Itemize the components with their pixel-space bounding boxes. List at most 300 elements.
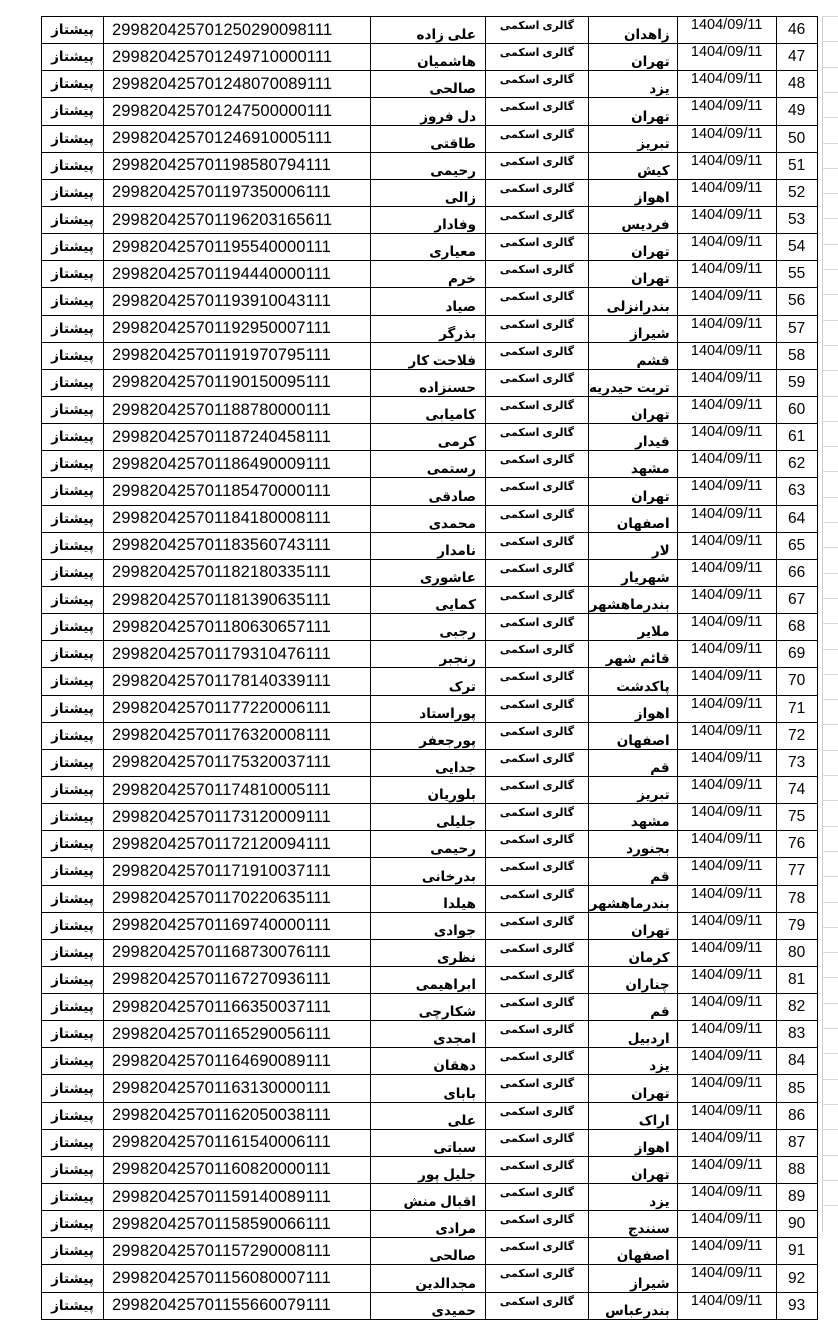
destination-city-cell: اردبیل — [589, 1021, 678, 1048]
row-number-cell: 88 — [776, 1156, 817, 1183]
next-sheet-edge — [822, 16, 838, 1232]
service-code-cell: پیشتاز — [42, 451, 104, 478]
tracking-number-cell: 299820425701160820000111 — [104, 1156, 371, 1183]
row-number-cell: 54 — [776, 234, 817, 261]
table-row — [42, 994, 818, 1021]
date-cell: 1404/09/11 — [677, 1238, 776, 1265]
recipient-name-cell: صیاد — [371, 288, 486, 315]
next-sheet-gridline — [822, 902, 838, 903]
date-cell: 1404/09/11 — [677, 885, 776, 912]
date-cell: 1404/09/11 — [677, 1048, 776, 1075]
destination-city-cell: تهران — [589, 478, 678, 505]
date-cell: 1404/09/11 — [677, 776, 776, 803]
sender-cell: گالری اسکمی — [486, 261, 589, 288]
tracking-number-cell: 299820425701176320008111 — [104, 722, 371, 749]
service-code-cell: پیشتاز — [42, 1238, 104, 1265]
destination-city-cell: زاهدان — [589, 17, 678, 44]
table-row — [42, 858, 818, 885]
date-cell: 1404/09/11 — [677, 1102, 776, 1129]
table-row — [42, 1075, 818, 1102]
recipient-name-cell: نظری — [371, 939, 486, 966]
next-sheet-gridline — [822, 1129, 838, 1130]
destination-city-cell: یزد — [589, 71, 678, 98]
service-code-cell: پیشتاز — [42, 179, 104, 206]
next-sheet-gridline — [822, 320, 838, 321]
next-sheet-gridline — [822, 775, 838, 776]
recipient-name-cell: اقبال منش — [371, 1184, 486, 1211]
recipient-name-cell: زالی — [371, 179, 486, 206]
next-sheet-gridline — [822, 92, 838, 93]
next-sheet-gridline — [822, 674, 838, 675]
sender-cell: گالری اسکمی — [486, 1102, 589, 1129]
service-code-cell: پیشتاز — [42, 1156, 104, 1183]
date-cell: 1404/09/11 — [677, 369, 776, 396]
destination-city-cell: تبریز — [589, 776, 678, 803]
destination-city-cell: ملایر — [589, 614, 678, 641]
date-cell: 1404/09/11 — [677, 505, 776, 532]
row-number-cell: 46 — [776, 17, 817, 44]
destination-city-cell: تهران — [589, 396, 678, 423]
date-cell: 1404/09/11 — [677, 234, 776, 261]
tracking-number-cell: 299820425701171910037111 — [104, 858, 371, 885]
service-code-cell: پیشتاز — [42, 532, 104, 559]
next-sheet-gridline — [822, 573, 838, 574]
table-row — [42, 206, 818, 233]
sender-cell: گالری اسکمی — [486, 71, 589, 98]
destination-city-cell: بجنورد — [589, 831, 678, 858]
row-number-cell: 64 — [776, 505, 817, 532]
table-row — [42, 586, 818, 613]
sender-cell: گالری اسکمی — [486, 125, 589, 152]
table-row — [42, 939, 818, 966]
table-row — [42, 831, 818, 858]
recipient-name-cell: دهقان — [371, 1048, 486, 1075]
table-row — [42, 44, 818, 71]
service-code-cell: پیشتاز — [42, 342, 104, 369]
recipient-name-cell: جوادی — [371, 912, 486, 939]
date-cell: 1404/09/11 — [677, 1021, 776, 1048]
row-number-cell: 58 — [776, 342, 817, 369]
date-cell: 1404/09/11 — [677, 1075, 776, 1102]
sender-cell: گالری اسکمی — [486, 668, 589, 695]
row-number-cell: 73 — [776, 749, 817, 776]
service-code-cell: پیشتاز — [42, 1129, 104, 1156]
recipient-name-cell: بذرگر — [371, 315, 486, 342]
date-cell: 1404/09/11 — [677, 451, 776, 478]
recipient-name-cell: مجدالدین — [371, 1265, 486, 1292]
tracking-number-cell: 299820425701172120094111 — [104, 831, 371, 858]
tracking-number-cell: 299820425701198580794111 — [104, 152, 371, 179]
recipient-name-cell: علی — [371, 1102, 486, 1129]
service-code-cell: پیشتاز — [42, 396, 104, 423]
service-code-cell: پیشتاز — [42, 1265, 104, 1292]
sender-cell: گالری اسکمی — [486, 966, 589, 993]
table-row — [42, 1265, 818, 1292]
shipment-sheet — [41, 16, 818, 1320]
destination-city-cell: یزد — [589, 1184, 678, 1211]
table-row — [42, 451, 818, 478]
table-row — [42, 261, 818, 288]
destination-city-cell: تهران — [589, 98, 678, 125]
date-cell: 1404/09/11 — [677, 831, 776, 858]
tracking-number-cell: 299820425701187240458111 — [104, 424, 371, 451]
service-code-cell: پیشتاز — [42, 831, 104, 858]
destination-city-cell: تربت حیدریه — [589, 369, 678, 396]
table-row — [42, 369, 818, 396]
table-row — [42, 966, 818, 993]
recipient-name-cell: شکارچی — [371, 994, 486, 1021]
destination-city-cell: مشهد — [589, 804, 678, 831]
destination-city-cell: قیدار — [589, 424, 678, 451]
date-cell: 1404/09/11 — [677, 478, 776, 505]
table-row — [42, 1129, 818, 1156]
service-code-cell: پیشتاز — [42, 912, 104, 939]
row-number-cell: 57 — [776, 315, 817, 342]
tracking-number-cell: 299820425701181390635111 — [104, 586, 371, 613]
destination-city-cell: تهران — [589, 912, 678, 939]
destination-city-cell: تبریز — [589, 125, 678, 152]
tracking-number-cell: 299820425701183560743111 — [104, 532, 371, 559]
table-row — [42, 722, 818, 749]
sender-cell: گالری اسکمی — [486, 179, 589, 206]
row-number-cell: 63 — [776, 478, 817, 505]
row-number-cell: 47 — [776, 44, 817, 71]
sender-cell: گالری اسکمی — [486, 586, 589, 613]
row-number-cell: 72 — [776, 722, 817, 749]
next-sheet-gridline — [822, 244, 838, 245]
tracking-number-cell: 299820425701155660079111 — [104, 1292, 371, 1319]
date-cell: 1404/09/11 — [677, 994, 776, 1021]
tracking-number-cell: 299820425701246910005111 — [104, 125, 371, 152]
sender-cell: گالری اسکمی — [486, 342, 589, 369]
tracking-number-cell: 299820425701166350037111 — [104, 994, 371, 1021]
sender-cell: گالری اسکمی — [486, 424, 589, 451]
next-sheet-gridline — [822, 876, 838, 877]
recipient-name-cell: هاشمیان — [371, 44, 486, 71]
service-code-cell: پیشتاز — [42, 505, 104, 532]
next-sheet-gridline — [822, 724, 838, 725]
sender-cell: گالری اسکمی — [486, 1211, 589, 1238]
service-code-cell: پیشتاز — [42, 559, 104, 586]
next-sheet-gridline — [822, 1180, 838, 1181]
service-code-cell: پیشتاز — [42, 668, 104, 695]
sender-cell: گالری اسکمی — [486, 44, 589, 71]
service-code-cell: پیشتاز — [42, 369, 104, 396]
row-number-cell: 52 — [776, 179, 817, 206]
recipient-name-cell: صادقی — [371, 478, 486, 505]
date-cell: 1404/09/11 — [677, 722, 776, 749]
date-cell: 1404/09/11 — [677, 1265, 776, 1292]
service-code-cell: پیشتاز — [42, 939, 104, 966]
next-sheet-gridline — [822, 1003, 838, 1004]
table-row — [42, 1156, 818, 1183]
row-number-cell: 76 — [776, 831, 817, 858]
tracking-number-cell: 299820425701182180335111 — [104, 559, 371, 586]
recipient-name-cell: حسنزاده — [371, 369, 486, 396]
table-row — [42, 152, 818, 179]
next-sheet-gridline — [822, 396, 838, 397]
tracking-number-cell: 299820425701162050038111 — [104, 1102, 371, 1129]
destination-city-cell: بندرانزلی — [589, 288, 678, 315]
row-number-cell: 50 — [776, 125, 817, 152]
destination-city-cell: تهران — [589, 44, 678, 71]
sender-cell: گالری اسکمی — [486, 776, 589, 803]
service-code-cell: پیشتاز — [42, 1184, 104, 1211]
table-row — [42, 912, 818, 939]
service-code-cell: پیشتاز — [42, 994, 104, 1021]
destination-city-cell: اهواز — [589, 1129, 678, 1156]
sender-cell: گالری اسکمی — [486, 478, 589, 505]
table-row — [42, 1048, 818, 1075]
row-number-cell: 66 — [776, 559, 817, 586]
sender-cell: گالری اسکمی — [486, 369, 589, 396]
row-number-cell: 85 — [776, 1075, 817, 1102]
next-sheet-gridline — [822, 623, 838, 624]
row-number-cell: 70 — [776, 668, 817, 695]
date-cell: 1404/09/11 — [677, 749, 776, 776]
row-number-cell: 48 — [776, 71, 817, 98]
destination-city-cell: یزد — [589, 1048, 678, 1075]
table-row — [42, 641, 818, 668]
service-code-cell: پیشتاز — [42, 98, 104, 125]
destination-city-cell: چناران — [589, 966, 678, 993]
row-number-cell: 61 — [776, 424, 817, 451]
destination-city-cell: تهران — [589, 261, 678, 288]
row-number-cell: 53 — [776, 206, 817, 233]
tracking-number-cell: 299820425701179310476111 — [104, 641, 371, 668]
recipient-name-cell: بلوریان — [371, 776, 486, 803]
sender-cell: گالری اسکمی — [486, 17, 589, 44]
recipient-name-cell: بابای — [371, 1075, 486, 1102]
next-sheet-gridline — [822, 927, 838, 928]
recipient-name-cell: جلیل پور — [371, 1156, 486, 1183]
sender-cell: گالری اسکمی — [486, 234, 589, 261]
table-row — [42, 1021, 818, 1048]
tracking-number-cell: 299820425701185470000111 — [104, 478, 371, 505]
recipient-name-cell: وفادار — [371, 206, 486, 233]
service-code-cell: پیشتاز — [42, 858, 104, 885]
tracking-number-cell: 299820425701170220635111 — [104, 885, 371, 912]
sender-cell: گالری اسکمی — [486, 1156, 589, 1183]
sender-cell: گالری اسکمی — [486, 858, 589, 885]
sender-cell: گالری اسکمی — [486, 206, 589, 233]
next-sheet-gridline — [822, 977, 838, 978]
row-number-cell: 93 — [776, 1292, 817, 1319]
next-sheet-gridline — [822, 117, 838, 118]
table-row — [42, 532, 818, 559]
date-cell: 1404/09/11 — [677, 206, 776, 233]
table-row — [42, 614, 818, 641]
tracking-number-cell: 299820425701197350006111 — [104, 179, 371, 206]
table-body — [42, 17, 818, 1320]
date-cell: 1404/09/11 — [677, 804, 776, 831]
recipient-name-cell: جدایی — [371, 749, 486, 776]
service-code-cell: پیشتاز — [42, 234, 104, 261]
date-cell: 1404/09/11 — [677, 71, 776, 98]
date-cell: 1404/09/11 — [677, 641, 776, 668]
tracking-number-cell: 299820425701156080007111 — [104, 1265, 371, 1292]
date-cell: 1404/09/11 — [677, 424, 776, 451]
sender-cell: گالری اسکمی — [486, 885, 589, 912]
sender-cell: گالری اسکمی — [486, 315, 589, 342]
date-cell: 1404/09/11 — [677, 17, 776, 44]
next-sheet-gridline — [822, 168, 838, 169]
sender-cell: گالری اسکمی — [486, 1265, 589, 1292]
tracking-number-cell: 299820425701188780000111 — [104, 396, 371, 423]
next-sheet-gridline — [822, 218, 838, 219]
table-row — [42, 424, 818, 451]
recipient-name-cell: رحیمی — [371, 831, 486, 858]
recipient-name-cell: کامیابی — [371, 396, 486, 423]
tracking-number-cell: 299820425701178140339111 — [104, 668, 371, 695]
row-number-cell: 89 — [776, 1184, 817, 1211]
recipient-name-cell: رحیمی — [371, 152, 486, 179]
next-sheet-gridline — [822, 294, 838, 295]
recipient-name-cell: عاشوری — [371, 559, 486, 586]
sender-cell: گالری اسکمی — [486, 98, 589, 125]
recipient-name-cell: امجدی — [371, 1021, 486, 1048]
sender-cell: گالری اسکمی — [486, 1238, 589, 1265]
tracking-number-cell: 299820425701196203165611 — [104, 206, 371, 233]
service-code-cell: پیشتاز — [42, 614, 104, 641]
service-code-cell: پیشتاز — [42, 966, 104, 993]
tracking-number-cell: 299820425701192950007111 — [104, 315, 371, 342]
date-cell: 1404/09/11 — [677, 858, 776, 885]
row-number-cell: 51 — [776, 152, 817, 179]
sender-cell: گالری اسکمی — [486, 614, 589, 641]
destination-city-cell: قم — [589, 994, 678, 1021]
table-row — [42, 179, 818, 206]
row-number-cell: 62 — [776, 451, 817, 478]
table-row — [42, 885, 818, 912]
service-code-cell: پیشتاز — [42, 749, 104, 776]
row-number-cell: 91 — [776, 1238, 817, 1265]
row-number-cell: 65 — [776, 532, 817, 559]
row-number-cell: 71 — [776, 695, 817, 722]
table-row — [42, 695, 818, 722]
next-sheet-gridline — [822, 952, 838, 953]
recipient-name-cell: ترک — [371, 668, 486, 695]
date-cell: 1404/09/11 — [677, 98, 776, 125]
table-row — [42, 804, 818, 831]
service-code-cell: پیشتاز — [42, 1075, 104, 1102]
sender-cell: گالری اسکمی — [486, 722, 589, 749]
next-sheet-gridline — [822, 851, 838, 852]
next-sheet-gridline — [822, 1028, 838, 1029]
table-row — [42, 315, 818, 342]
destination-city-cell: پاکدشت — [589, 668, 678, 695]
table-row — [42, 125, 818, 152]
row-number-cell: 56 — [776, 288, 817, 315]
next-sheet-gridline — [822, 497, 838, 498]
row-number-cell: 83 — [776, 1021, 817, 1048]
date-cell: 1404/09/11 — [677, 559, 776, 586]
recipient-name-cell: حمیدی — [371, 1292, 486, 1319]
sender-cell: گالری اسکمی — [486, 505, 589, 532]
next-sheet-gridline — [822, 269, 838, 270]
sender-cell: گالری اسکمی — [486, 641, 589, 668]
table-row — [42, 776, 818, 803]
recipient-name-cell: هیلدا — [371, 885, 486, 912]
next-sheet-gridline — [822, 699, 838, 700]
tracking-number-cell: 299820425701184180008111 — [104, 505, 371, 532]
tracking-number-cell: 299820425701175320037111 — [104, 749, 371, 776]
next-sheet-gridline — [822, 598, 838, 599]
date-cell: 1404/09/11 — [677, 315, 776, 342]
tracking-number-cell: 299820425701165290056111 — [104, 1021, 371, 1048]
destination-city-cell: شیراز — [589, 1265, 678, 1292]
service-code-cell: پیشتاز — [42, 776, 104, 803]
table-row — [42, 1102, 818, 1129]
tracking-number-cell: 299820425701248070089111 — [104, 71, 371, 98]
recipient-name-cell: مرادی — [371, 1211, 486, 1238]
date-cell: 1404/09/11 — [677, 1292, 776, 1319]
row-number-cell: 74 — [776, 776, 817, 803]
sender-cell: گالری اسکمی — [486, 559, 589, 586]
recipient-name-cell: محمدی — [371, 505, 486, 532]
date-cell: 1404/09/11 — [677, 1211, 776, 1238]
next-sheet-gridline — [822, 1104, 838, 1105]
destination-city-cell: قائم شهر — [589, 641, 678, 668]
row-number-cell: 69 — [776, 641, 817, 668]
next-sheet-gridline — [822, 67, 838, 68]
tracking-number-cell: 299820425701249710000111 — [104, 44, 371, 71]
date-cell: 1404/09/11 — [677, 939, 776, 966]
date-cell: 1404/09/11 — [677, 966, 776, 993]
table-row — [42, 559, 818, 586]
table-row — [42, 749, 818, 776]
next-sheet-gridline — [822, 143, 838, 144]
next-sheet-gridline — [822, 649, 838, 650]
tracking-number-cell: 299820425701174810005111 — [104, 776, 371, 803]
destination-city-cell: بندرماهشهر — [589, 586, 678, 613]
row-number-cell: 84 — [776, 1048, 817, 1075]
service-code-cell: پیشتاز — [42, 1102, 104, 1129]
date-cell: 1404/09/11 — [677, 586, 776, 613]
service-code-cell: پیشتاز — [42, 1211, 104, 1238]
service-code-cell: پیشتاز — [42, 152, 104, 179]
next-sheet-gridline — [822, 826, 838, 827]
service-code-cell: پیشتاز — [42, 641, 104, 668]
table-row — [42, 17, 818, 44]
recipient-name-cell: سباتی — [371, 1129, 486, 1156]
service-code-cell: پیشتاز — [42, 125, 104, 152]
recipient-name-cell: خرم — [371, 261, 486, 288]
tracking-number-cell: 299820425701157290008111 — [104, 1238, 371, 1265]
table-row — [42, 71, 818, 98]
table-row — [42, 505, 818, 532]
date-cell: 1404/09/11 — [677, 668, 776, 695]
row-number-cell: 49 — [776, 98, 817, 125]
next-sheet-gridline — [822, 421, 838, 422]
tracking-number-cell: 299820425701168730076111 — [104, 939, 371, 966]
row-number-cell: 59 — [776, 369, 817, 396]
service-code-cell: پیشتاز — [42, 478, 104, 505]
destination-city-cell: بندرعباس — [589, 1292, 678, 1319]
row-number-cell: 86 — [776, 1102, 817, 1129]
table-row — [42, 668, 818, 695]
table-row — [42, 98, 818, 125]
service-code-cell: پیشتاز — [42, 424, 104, 451]
next-sheet-gridline — [822, 1079, 838, 1080]
table-row — [42, 234, 818, 261]
destination-city-cell: اصفهان — [589, 722, 678, 749]
sender-cell: گالری اسکمی — [486, 912, 589, 939]
date-cell: 1404/09/11 — [677, 152, 776, 179]
recipient-name-cell: جلیلی — [371, 804, 486, 831]
row-number-cell: 78 — [776, 885, 817, 912]
next-sheet-gridline — [822, 370, 838, 371]
